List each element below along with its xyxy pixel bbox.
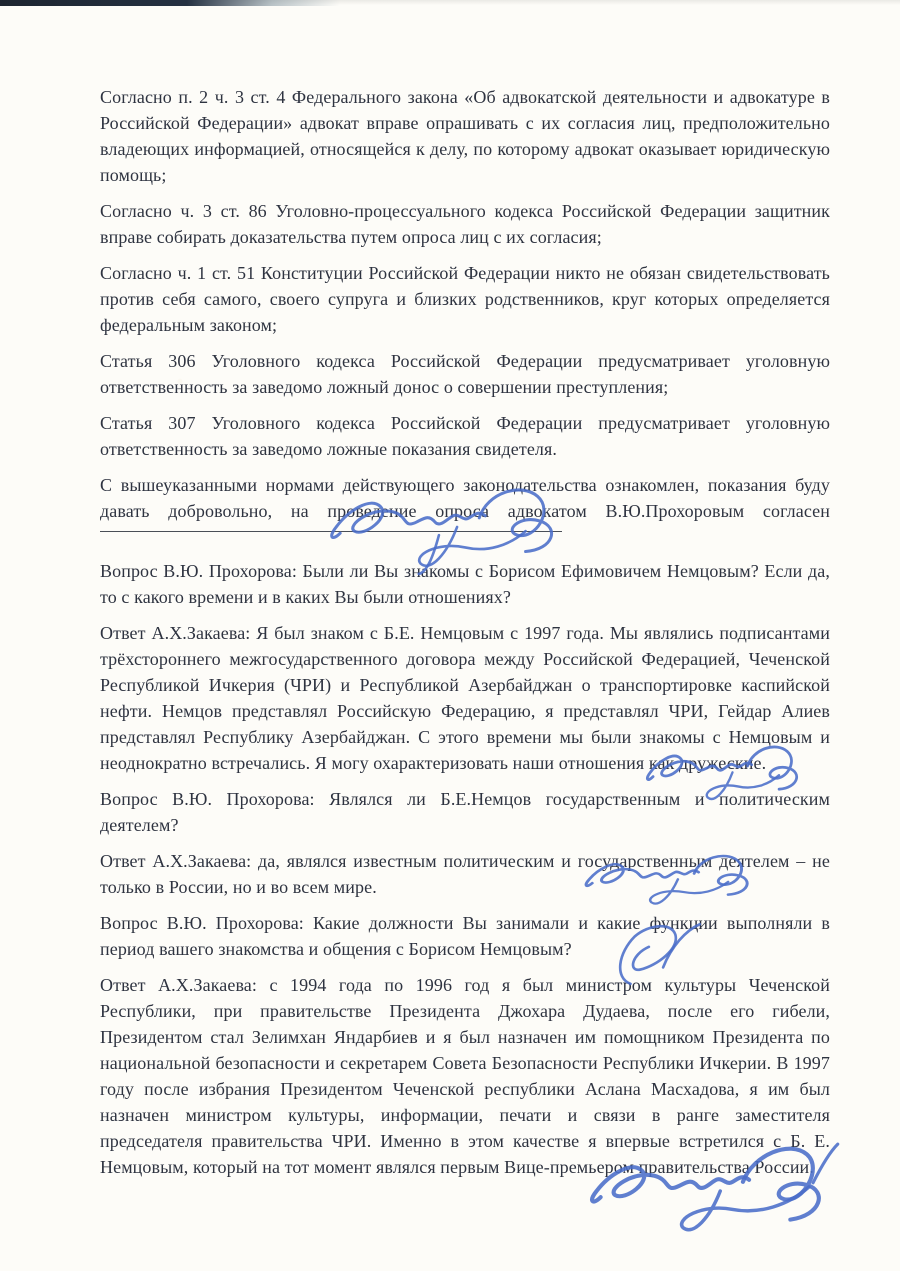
answer-1-signature-ink-icon bbox=[638, 736, 816, 806]
paragraph-legal-3: Согласно ч. 1 ст. 51 Конституции Российской Федерации никто не обязан свидетельствовать против себя самого, своего супруга и близких родственников, круг которых определяется федеральным законом; bbox=[100, 263, 830, 335]
document-body bbox=[100, 84, 830, 1190]
answer-3-signature-ink-icon bbox=[578, 1138, 846, 1240]
consent-signature-ink-icon bbox=[318, 474, 580, 576]
scan-edge-artifact bbox=[0, 0, 340, 6]
answer-2-signature-ink-icon bbox=[576, 846, 768, 910]
paragraph-answer-2: Ответ А.Х.Закаева: да, являлся известным политическим и государственным деятелем – не только в России, но и во всем мире. bbox=[100, 851, 830, 897]
paragraph-legal-4: Статья 306 Уголовного кодекса Российской Федерации предусматривает уголовную ответственность за заведомо ложный донос о совершении преступления; bbox=[100, 351, 830, 397]
paragraph-question-3: Вопрос В.Ю. Прохорова: Какие должности Вы занимали и какие функции выполняли в период вашего знакомства и общения с Борисом Немцовым? bbox=[100, 913, 830, 959]
paragraph-question-2: Вопрос В.Ю. Прохорова: Являлся ли Б.Е.Немцов государственным и политическим деятелем? bbox=[100, 789, 830, 835]
paragraph-answer-1: Ответ А.Х.Закаева: Я был знаком с Б.Е. Немцовым с 1997 года. Мы являлись подписантами трёхстороннего межгосударственного договора между Российской Федерацией, Чеченской Республикой Ичкерия (ЧРИ) и Республикой Азербайджан о транспортировке каспийской нефти. Немцов представлял Российскую Федерацию, я представлял ЧРИ, Гейдар Алиев представлял Республику Азербайджан. С этого времени мы были знакомы с Немцовым и неоднократно встречались. Я могу охарактеризовать наши отношения как дружеские. bbox=[100, 623, 830, 773]
question-3-margin-signature-ink-icon bbox=[600, 916, 712, 990]
paragraph-question-1: Вопрос В.Ю. Прохорова: Были ли Вы знакомы с Борисом Ефимовичем Немцовым? Если да, то с какого времени и в каких Вы были отношениях? bbox=[100, 561, 830, 607]
paragraph-answer-3: Ответ А.Х.Закаева: с 1994 года по 1996 год я был министром культуры Чеченской Республики, при правительстве Президента Джохара Дудаева, после его гибели, Президентом стал Зелимхан Яндарбиев и я был назначен им помощником Президента по национальной безопасности и секретарем Совета Безопасности Республики Ичкерии. В 1997 году после избрания Президентом Чеченской республики Аслана Масхадова, я им был назначен министром культуры, информации, печати и связи в ранге заместителя председателя правительства ЧРИ. Именно в этом качестве я впервые встретился с Б. Е. Немцовым, который на тот момент являлся первым Вице-премьером правительства России. bbox=[100, 975, 830, 1177]
paragraph-legal-5: Статья 307 Уголовного кодекса Российской Федерации предусматривает уголовную ответственность за заведомо ложные показания свидетеля. bbox=[100, 413, 830, 459]
paragraph-legal-1: Согласно п. 2 ч. 3 ст. 4 Федерального закона «Об адвокатской деятельности и адвокатуре в Российской Федерации» адвокат вправе опрашивать с их согласия лиц, предположительно владеющих информацией, относящейся к делу, по которому адвокат оказывает юридическую помощь; bbox=[100, 87, 830, 185]
paragraph-consent: С вышеуказанными нормами действующего законодательства ознакомлен, показания буду давать добровольно, на проведение опроса адвокатом В.Ю.Прохоровым согласен bbox=[100, 475, 830, 521]
paragraph-legal-2: Согласно ч. 3 ст. 86 Уголовно-процессуального кодекса Российской Федерации защитник вправе собирать доказательства путем опроса лиц с их согласия; bbox=[100, 201, 830, 247]
